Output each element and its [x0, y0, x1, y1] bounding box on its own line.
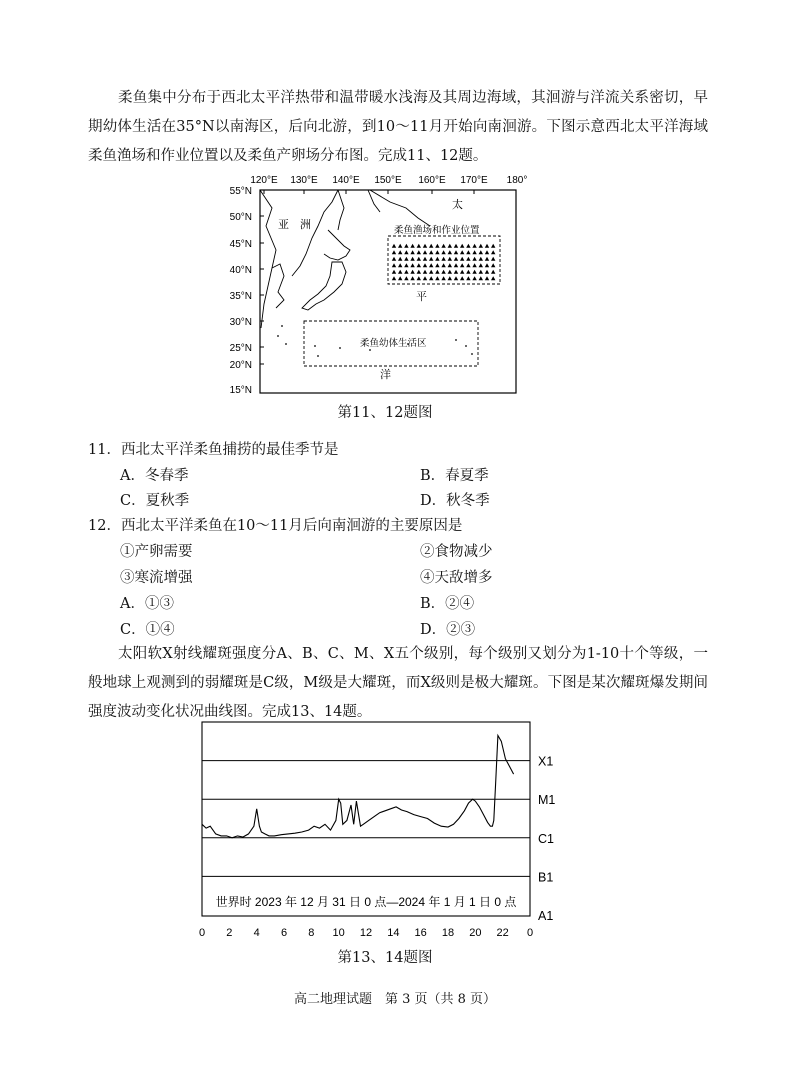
lat-label: 50°N [229, 212, 252, 223]
fishing-ground-label: 柔鱼渔场和作业位置 [394, 225, 480, 236]
lat-label: 40°N [229, 265, 252, 276]
x-tick-label: 14 [387, 927, 400, 939]
lat-label: 15°N [229, 385, 252, 396]
lat-label: 30°N [229, 317, 252, 328]
level-label: M1 [538, 793, 556, 808]
q12-option-c[interactable]: C．①④ [120, 622, 175, 638]
solar-flare-chart [190, 716, 570, 944]
chart-caption: 第13、14题图 [337, 950, 433, 966]
q12-option-d[interactable]: D．②③ [420, 622, 476, 638]
lat-labels [230, 186, 252, 396]
lat-label: 35°N [229, 291, 252, 302]
lat-label: 55°N [229, 186, 252, 197]
label-asia-2: 洲 [300, 219, 311, 231]
x-tick-label: 0 [526, 927, 534, 939]
x-tick-label: 22 [496, 927, 509, 939]
lon-labels [250, 175, 527, 186]
lon-label: 140°E [332, 175, 360, 186]
q11-option-b[interactable]: B．春夏季 [420, 468, 489, 484]
x-tick-label: 12 [359, 927, 373, 939]
lon-label: 120°E [250, 175, 278, 186]
lat-label: 25°N [229, 343, 252, 354]
chart-frame [202, 722, 530, 916]
map-caption: 第11、12题图 [337, 405, 433, 421]
q12-statement-2: ②食物减少 [420, 544, 493, 560]
label-pacific-yang: 洋 [380, 369, 391, 381]
x-tick-label: 10 [332, 927, 345, 939]
q12-statement-4: ④天敌增多 [420, 570, 493, 586]
label-pacific-tai: 太 [452, 199, 463, 211]
q11-option-c[interactable]: C．夏秋季 [120, 493, 190, 509]
x-tick-label: 16 [414, 927, 427, 939]
lat-label: 45°N [229, 239, 252, 250]
x-tick-label: 8 [308, 927, 315, 939]
q11-option-a[interactable]: A．冬春季 [120, 468, 189, 484]
lon-label: 170°E [460, 175, 488, 186]
level-label: C1 [538, 831, 554, 846]
page-footer: 高二地理试题 第 3 页（共 8 页） [293, 992, 497, 1007]
q12-statement-3: ③寒流增强 [120, 570, 193, 586]
q12-option-b[interactable]: B．②④ [420, 596, 475, 612]
level-label: A1 [538, 909, 554, 923]
lon-label: 150°E [374, 175, 402, 186]
pacific-squid-map [220, 168, 550, 398]
x-tick-label: 6 [280, 927, 288, 939]
q12-stem: 12．西北太平洋柔鱼在10～11月后向南洄游的主要原因是 [88, 518, 463, 534]
lon-label: 130°E [290, 175, 318, 186]
intro-paragraph-13-14: 太阳软X射线耀斑强度分A、B、C、M、X五个级别，每个级别又划分为1-10十个等级，一般地球上观测到的弱耀斑是C级，M级是大耀斑，而X级则是极大耀斑。下图是某次耀斑爆发期间强度波动变化状况曲线图。完成13、14题。 [88, 646, 708, 720]
lon-label: 180° [506, 175, 528, 186]
chart-annotation: 世界时 2023 年 12 月 31 日 0 点—2024 年 1 月 1 日 0 点 [215, 895, 517, 909]
label-pacific-ping: 平 [416, 291, 427, 303]
level-label: X1 [538, 754, 554, 769]
q11-option-d[interactable]: D．秋冬季 [420, 493, 490, 509]
juvenile-zone-label: 柔鱼幼体生活区 [360, 338, 427, 349]
q12-statement-1: ①产卵需要 [120, 544, 193, 560]
q11-stem: 11．西北太平洋柔鱼捕捞的最佳季节是 [88, 442, 339, 458]
lon-label: 160°E [418, 175, 446, 186]
lat-label: 20°N [229, 360, 252, 371]
q12-option-a[interactable]: A．①③ [120, 596, 174, 612]
label-asia-1: 亚 [278, 219, 289, 231]
x-tick-label: 20 [469, 927, 482, 939]
x-tick-label: 0 [198, 927, 206, 939]
intro-paragraph-11-12: 柔鱼集中分布于西北太平洋热带和温带暖水浅海及其周边海域，其洄游与洋流关系密切，早期幼体生活在35°N以南海区，后向北游，到10～11月开始向南洄游。下图示意西北太平洋海域柔鱼渔场和作业位置以及柔鱼产卵场分布图。完成11、12题。 [88, 90, 708, 164]
level-label: B1 [538, 870, 554, 885]
x-tick-label: 4 [253, 927, 260, 939]
x-tick-label: 18 [441, 927, 455, 939]
x-tick-label: 2 [226, 927, 233, 939]
